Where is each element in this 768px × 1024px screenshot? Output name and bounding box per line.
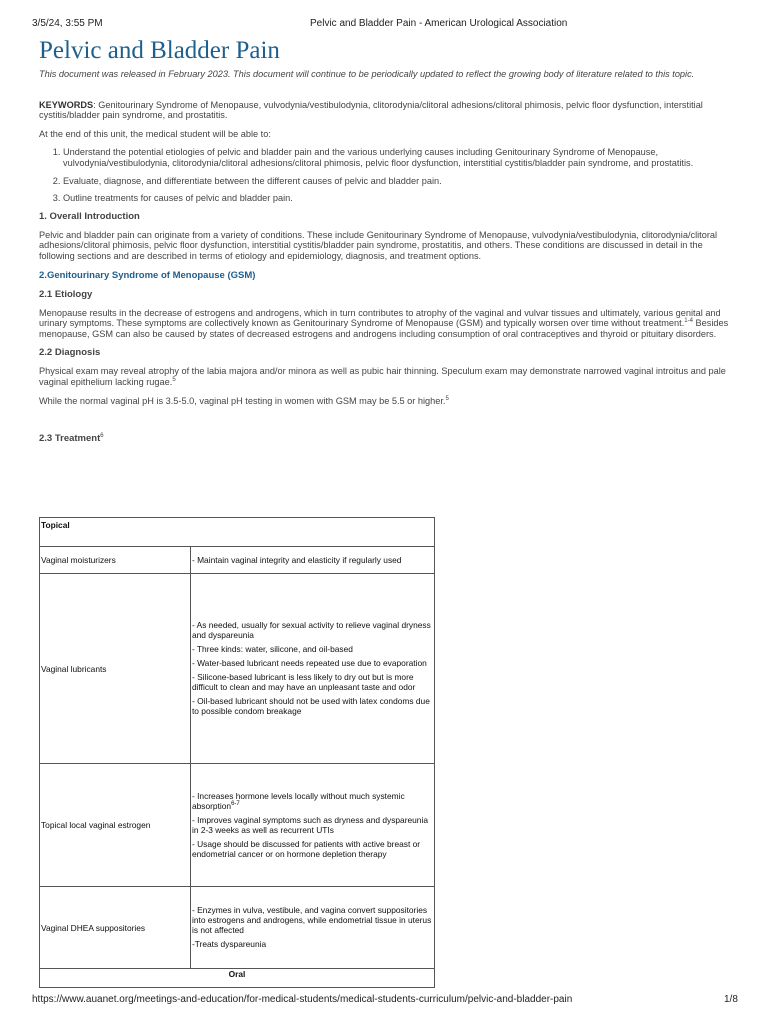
detail-line: - Oil-based lubricant should not be used with latex condoms due to possible condom breakage <box>191 696 430 716</box>
detail-line <box>192 791 433 811</box>
section-2-2-text-1 <box>39 366 733 387</box>
section-2-heading[interactable] <box>39 270 733 281</box>
treatment-name: Vaginal moisturizers <box>40 547 191 574</box>
section-2-2-text-2-body: While the normal vaginal pH is 3.5-5.0, vaginal pH testing in women with GSM may be 5.5 or higher. <box>39 395 446 406</box>
table-section-row <box>40 969 435 988</box>
treatment-details <box>190 764 434 887</box>
reference-marker: 6-7 <box>231 800 240 807</box>
objective-item: 2. Evaluate, diagnose, and differentiate between the different causes of pelvic and bladder pain. <box>63 176 733 187</box>
treatment-details <box>190 574 434 764</box>
section-1-heading: 1. Overall Introduction <box>39 210 140 222</box>
table-row <box>40 764 435 887</box>
print-footer-page: 1/8 <box>724 994 738 1005</box>
section-1-text: Pelvic and bladder pain can originate from a variety of conditions. These include Genitourinary Syndrome of Menopause, vulvodynia/vestibulodynia, clitorodynia/clitoral adhesions/clitoral phimosis, pelvic floor dysfunction, interstitial cystitis/bladder pain syndrome, prostatitis, and others. These conditions are discussed in detail in the following sections and are described in terms of etiology and epidemiology, diagnosis, and treatment options. <box>39 229 718 261</box>
table-section-row <box>40 518 435 547</box>
objectives-intro: At the end of this unit, the medical student will be able to: <box>39 128 271 139</box>
detail-line: - Water-based lubricant needs repeated use due to evaporation <box>191 658 427 668</box>
objectives-list <box>39 147 733 203</box>
detail-text: - Increases hormone levels locally without much systemic absorption <box>191 790 405 811</box>
section-2-1-heading: 2.1 Etiology <box>39 288 93 300</box>
section-2-2-text-2 <box>39 396 733 407</box>
section-2-3-heading <box>39 433 733 444</box>
section-2-1-text-a: Menopause results in the decrease of estrogens and androgens, which in turn contributes to atrophy of the vaginal and vulvar tissues and ultimately, various genital and urinary symptoms. These symptoms are collectively known as Genitourinary Syndrome of Menopause (GSM) and typically worsen over time without treatment. <box>39 307 721 329</box>
treatment-name: Vaginal DHEA suppositories <box>40 887 191 969</box>
section-2-number: 2. <box>39 269 47 281</box>
section-2-2-heading: 2.2 Diagnosis <box>39 347 101 359</box>
section-2-1-text-b: Besides menopause, GSM can also be caused by states of decreased estrogens and androgens including consumption of oral contraceptives and thyroid or pituitary disorders. <box>39 318 729 339</box>
detail-line: - As needed, usually for sexual activity to relieve vaginal dryness and dyspareunia <box>191 620 431 640</box>
detail-line: - Three kinds: water, silicone, and oil-based <box>191 644 353 654</box>
reference-marker: 5 <box>172 376 176 383</box>
page-title: Pelvic and Bladder Pain <box>39 37 280 64</box>
detail-line: - Maintain vaginal integrity and elasticity if regularly used <box>191 555 402 565</box>
section-2-3-heading-text: 2.3 Treatment <box>39 433 101 445</box>
section-2-link[interactable]: Genitourinary Syndrome of Menopause (GSM) <box>46 269 256 281</box>
article-content <box>39 36 733 444</box>
reference-marker: 5 <box>445 395 449 402</box>
treatment-details <box>190 547 434 574</box>
detail-line: - Improves vaginal symptoms such as dryness and dyspareunia in 2-3 weeks as well as recurrent UTIs <box>191 814 428 835</box>
detail-line: - Enzymes in vulva, vestibule, and vagina convert suppositories into estrogens and androgens, while endometrial tissue in uterus is not affected <box>191 905 432 935</box>
keywords-label: KEYWORDS <box>39 99 94 110</box>
table-section-topical: Topical <box>40 518 435 547</box>
section-2-2-text-1-body: Physical exam may reveal atrophy of the labia majora and/or minora as well as pubic hair thinning. Speculum exam may demonstrate narrowed vaginal introitus and pale vaginal epithelium lacking rugae. <box>39 366 726 387</box>
keywords-paragraph <box>39 100 733 121</box>
reference-marker: 6 <box>100 432 104 439</box>
table-row <box>40 547 435 574</box>
table-row <box>40 887 435 969</box>
reference-marker: 1-4 <box>684 318 693 325</box>
objective-item: 3. Outline treatments for causes of pelvic and bladder pain. <box>63 193 733 204</box>
table-row <box>40 574 435 764</box>
print-header-title: Pelvic and Bladder Pain - American Urological Association <box>310 18 568 29</box>
treatment-name: Topical local vaginal estrogen <box>40 764 191 887</box>
release-note: This document was released in February 2023. This document will continue to be periodically updated to reflect the growing body of literature related to this topic. <box>39 69 695 79</box>
treatment-table <box>39 517 435 988</box>
objective-item: 1. Understand the potential etiologies of pelvic and bladder pain and the various underlying causes including Genitourinary Syndrome of Menopause, vulvodynia/vestibulodynia, clitorodynia/clitoral adhesions/clitoral phimosis, pelvic floor dysfunction, interstitial cystitis/bladder pain syndrome, and prostatitis. <box>63 147 733 168</box>
print-footer-url: https://www.auanet.org/meetings-and-education/for-medical-students/medical-students-curriculum/pelvic-and-bladder-pain <box>32 994 573 1005</box>
detail-line: -Treats dyspareunia <box>191 939 267 949</box>
treatment-details <box>190 887 434 969</box>
treatment-name: Vaginal lubricants <box>40 574 191 764</box>
section-2-1-text <box>39 308 733 340</box>
detail-line: - Usage should be discussed for patients with active breast or endometrial cancer or on hormone depletion therapy <box>191 838 421 859</box>
print-header-datetime: 3/5/24, 3:55 PM <box>32 18 103 29</box>
detail-line: - Silicone-based lubricant is less likely to dry out but is more difficult to clean and may have an unpleasant taste and odor <box>191 672 416 692</box>
keywords-text: : Genitourinary Syndrome of Menopause, vulvodynia/vestibulodynia, clitorodynia/clitoral adhesions/clitoral phimosis, pelvic floor dysfunction, interstitial cystitis/bladder pain syndrome, and prostatitis. <box>39 99 703 121</box>
table-section-oral: Oral <box>40 969 435 988</box>
